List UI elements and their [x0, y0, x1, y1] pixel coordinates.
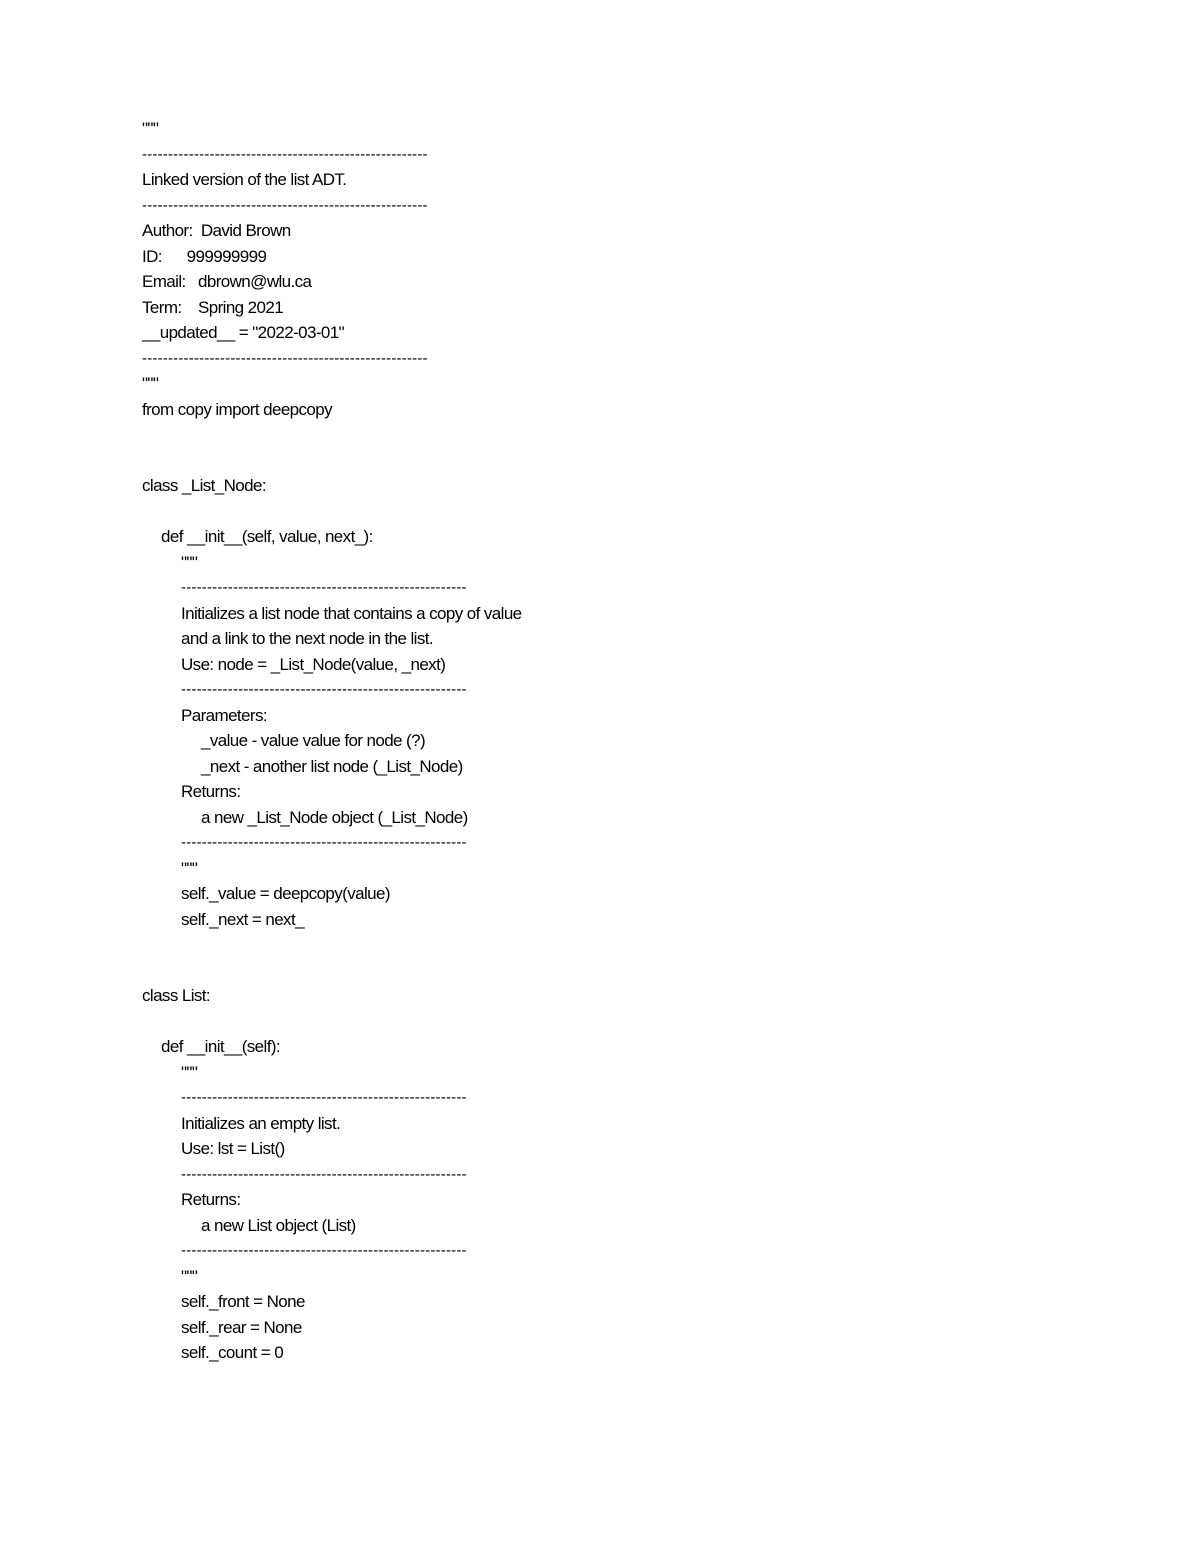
class-list-header: class List:	[142, 986, 211, 1005]
docstring-usage: Use: node = _List_Node(value, _next)	[181, 654, 446, 674]
import-line: from copy import deepcopy	[142, 399, 333, 419]
id-line: ID: 999999999	[142, 246, 267, 266]
separator-line: -------------------------------------------------------	[181, 1165, 467, 1183]
blank-line	[142, 499, 1122, 525]
separator-line: -------------------------------------------------------	[181, 681, 467, 698]
parameters-heading: Parameters:	[181, 705, 267, 725]
list-node-init-def: def __init__(self, value, next_):	[161, 527, 373, 546]
blank-line	[142, 958, 1122, 984]
blank-line	[142, 932, 1122, 958]
list-init-def: def __init__(self):	[161, 1037, 281, 1056]
docstring-open: """	[181, 1062, 198, 1082]
docstring-close: """	[181, 858, 198, 878]
docstring-close: """	[142, 374, 159, 393]
docstring-close: """	[181, 1266, 198, 1286]
docstring-text: Initializes a list node that contains a copy of value	[181, 603, 522, 623]
returns-heading: Returns:	[181, 782, 241, 801]
separator-line: -------------------------------------------------------	[181, 1242, 467, 1259]
docstring-open: """	[181, 552, 198, 572]
code-statement: self._count = 0	[181, 1343, 284, 1362]
returns-item: a new _List_Node object (_List_Node)	[201, 807, 468, 827]
blank-line	[142, 448, 1122, 474]
separator-line: -------------------------------------------------------	[181, 579, 467, 596]
code-statement: self._front = None	[181, 1292, 305, 1311]
docstring-open: """	[142, 119, 159, 138]
separator-line: -------------------------------------------------------	[142, 349, 428, 367]
parameter-item: _next - another list node (_List_Node)	[201, 756, 463, 776]
parameter-item: _value - value value for node (?)	[201, 731, 426, 750]
term-line: Term: Spring 2021	[142, 297, 284, 317]
author-line: Author: David Brown	[142, 221, 291, 240]
module-description: Linked version of the list ADT.	[142, 170, 347, 189]
code-statement: self._rear = None	[181, 1317, 302, 1337]
updated-line: __updated__ = "2022-03-01"	[142, 323, 345, 342]
blank-line	[142, 1009, 1122, 1035]
separator-line: -------------------------------------------------------	[181, 1089, 467, 1106]
docstring-usage: Use: lst = List()	[181, 1139, 285, 1158]
returns-item: a new List object (List)	[201, 1215, 356, 1235]
returns-heading: Returns:	[181, 1190, 241, 1209]
code-statement: self._value = deepcopy(value)	[181, 884, 390, 903]
email-line: Email: dbrown@wlu.ca	[142, 272, 312, 291]
separator-line: -------------------------------------------------------	[142, 145, 428, 163]
code-listing	[142, 116, 1122, 1366]
code-statement: self._next = next_	[181, 909, 304, 929]
docstring-text: and a link to the next node in the list.	[181, 629, 433, 648]
docstring-text: Initializes an empty list.	[181, 1113, 341, 1133]
separator-line: -------------------------------------------------------	[181, 834, 467, 851]
blank-line	[142, 422, 1122, 448]
separator-line: -------------------------------------------------------	[142, 196, 428, 214]
class-list-node-header: class _List_Node:	[142, 476, 266, 495]
